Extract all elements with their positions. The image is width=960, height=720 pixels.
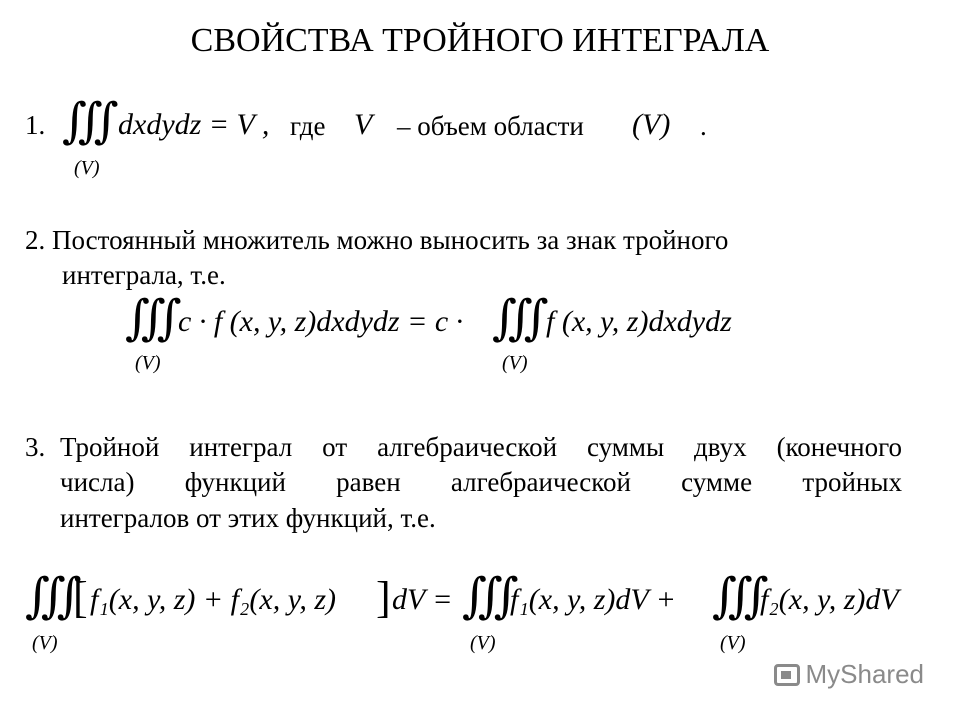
lhs-differential: dV =	[392, 583, 453, 616]
triple-integral-sign: ∭	[62, 95, 101, 148]
myshared-logo-icon	[774, 664, 800, 686]
first-function-integral: f₁(x, y, z)dV +	[510, 583, 676, 616]
integral-region-label: (V)	[470, 632, 496, 654]
property-3-line-3: интегралов от этих функций, т.е.	[60, 503, 436, 533]
second-function-integral: f₂(x, y, z)dV	[760, 583, 899, 616]
property-1-number: 1.	[25, 110, 46, 140]
watermark	[774, 659, 925, 690]
property-3-line-1: Тройной интеграл от алгебраической суммы двух (конечного	[60, 432, 902, 462]
volume-equation: dxdydz = V ,	[118, 108, 270, 141]
volume-description: – объем области	[397, 111, 584, 141]
constant-factor-lhs: c · f (x, y, z)dxdydz = c ·	[178, 305, 464, 338]
integral-region-label: (V)	[135, 352, 161, 374]
property-2-line-1: 2. Постоянный множитель можно выносить за знак тройного	[25, 225, 729, 255]
watermark-text: MyShared	[805, 659, 924, 689]
sum-of-functions: f₁(x, y, z) + f₂(x, y, z)	[90, 583, 337, 616]
where-word: где	[290, 111, 326, 141]
integral-region-label: (V)	[502, 352, 528, 374]
region-label: (V)	[632, 108, 671, 141]
triple-integral-sign: ∭	[462, 570, 501, 623]
property-3-number: 3.	[25, 432, 46, 462]
property-2-line-2: интеграла, т.е.	[62, 260, 226, 290]
property-3-line-2: числа) функций равен алгебраической сумме тройных	[60, 467, 902, 497]
integral-region-label: (V)	[32, 632, 58, 654]
constant-factor-rhs: f (x, y, z)dxdydz	[546, 305, 732, 338]
volume-variable: V	[354, 108, 373, 141]
left-bracket: [	[73, 573, 88, 622]
right-bracket: ]	[376, 573, 391, 622]
period: .	[700, 111, 707, 141]
triple-integral-sign: ∭	[125, 292, 164, 345]
integral-region-label: (V)	[720, 632, 746, 654]
triple-integral-sign: ∭	[25, 570, 64, 623]
triple-integral-sign: ∭	[712, 570, 751, 623]
triple-integral-sign: ∭	[492, 292, 531, 345]
integral-region-label: (V)	[74, 157, 100, 179]
page-title: СВОЙСТВА ТРОЙНОГО ИНТЕГРАЛА	[190, 22, 770, 59]
